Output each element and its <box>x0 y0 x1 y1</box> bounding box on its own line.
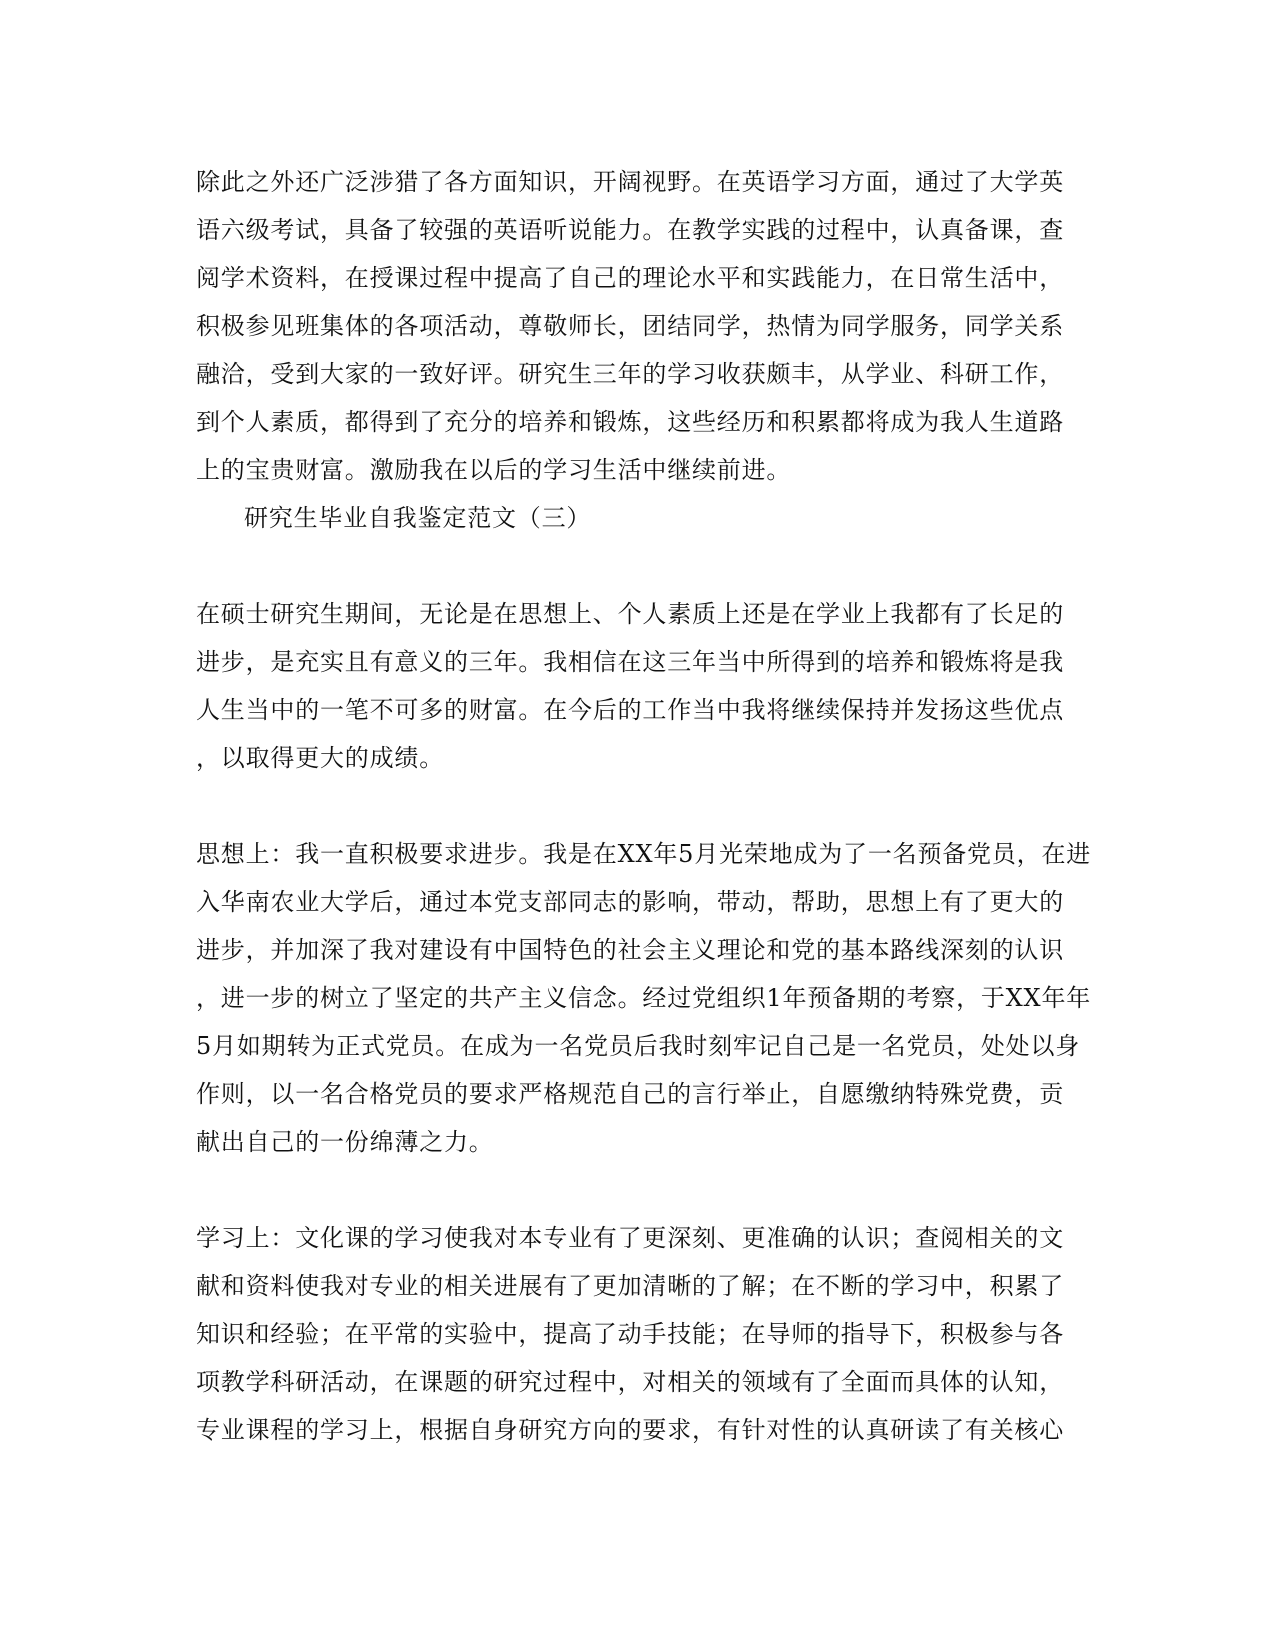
paragraph-line: 进步，并加深了我对建设有中国特色的社会主义理论和党的基本路线深刻的认识 <box>196 936 1064 964</box>
paragraph-line: ，以取得更大的成绩。 <box>196 744 444 772</box>
blank-line <box>196 1166 1088 1214</box>
paragraph-line: 献和资料使我对专业的相关进展有了更加清晰的了解；在不断的学习中，积累了 <box>196 1272 1064 1300</box>
paragraph-line: 献出自己的一份绵薄之力。 <box>196 1128 494 1156</box>
paragraph-line: 作则，以一名合格党员的要求严格规范自己的言行举止，自愿缴纳特殊党费，贡 <box>196 1080 1064 1108</box>
paragraph-1 <box>196 158 1088 494</box>
paragraph-line: ，进一步的树立了坚定的共产主义信念。经过党组织1年预备期的考察，于XX年年 <box>196 984 1092 1012</box>
paragraph-3 <box>196 830 1092 1166</box>
section-heading: 研究生毕业自我鉴定范文（三） <box>244 504 592 532</box>
paragraph-line: 知识和经验；在平常的实验中，提高了动手技能；在导师的指导下，积极参与各 <box>196 1320 1064 1348</box>
paragraph-line: 在硕士研究生期间，无论是在思想上、个人素质上还是在学业上我都有了长足的 <box>196 600 1064 628</box>
paragraph-line: 融洽，受到大家的一致好评。研究生三年的学习收获颇丰，从学业、科研工作， <box>196 360 1064 388</box>
blank-line <box>196 542 1088 590</box>
paragraph-line: 5月如期转为正式党员。在成为一名党员后我时刻牢记自己是一名党员，处处以身 <box>196 1032 1081 1060</box>
paragraph-line: 人生当中的一笔不可多的财富。在今后的工作当中我将继续保持并发扬这些优点 <box>196 696 1064 724</box>
paragraph-line: 语六级考试，具备了较强的英语听说能力。在教学实践的过程中，认真备课，查 <box>196 216 1064 244</box>
blank-line <box>196 782 1088 830</box>
paragraph-line: 上的宝贵财富。激励我在以后的学习生活中继续前进。 <box>196 456 792 484</box>
paragraph-line: 项教学科研活动，在课题的研究过程中，对相关的领域有了全面而具体的认知， <box>196 1368 1064 1396</box>
document-body <box>196 158 1092 1454</box>
paragraph-line: 专业课程的学习上，根据自身研究方向的要求，有针对性的认真研读了有关核心 <box>196 1416 1064 1444</box>
paragraph-line: 学习上：文化课的学习使我对本专业有了更深刻、更准确的认识；查阅相关的文 <box>196 1224 1064 1252</box>
paragraph-line: 进步，是充实且有意义的三年。我相信在这三年当中所得到的培养和锻炼将是我 <box>196 648 1064 676</box>
paragraph-line: 除此之外还广泛涉猎了各方面知识，开阔视野。在英语学习方面，通过了大学英 <box>196 168 1064 196</box>
paragraph-line: 入华南农业大学后，通过本党支部同志的影响，带动，帮助，思想上有了更大的 <box>196 888 1064 916</box>
paragraph-line: 阅学术资料，在授课过程中提高了自己的理论水平和实践能力，在日常生活中， <box>196 264 1064 292</box>
paragraph-2 <box>196 590 1088 782</box>
paragraph-line: 思想上：我一直积极要求进步。我是在XX年5月光荣地成为了一名预备党员，在进 <box>196 840 1092 868</box>
paragraph-4 <box>196 1214 1088 1454</box>
paragraph-line: 积极参见班集体的各项活动，尊敬师长，团结同学，热情为同学服务，同学关系 <box>196 312 1064 340</box>
paragraph-line: 到个人素质，都得到了充分的培养和锻炼，这些经历和积累都将成为我人生道路 <box>196 408 1064 436</box>
